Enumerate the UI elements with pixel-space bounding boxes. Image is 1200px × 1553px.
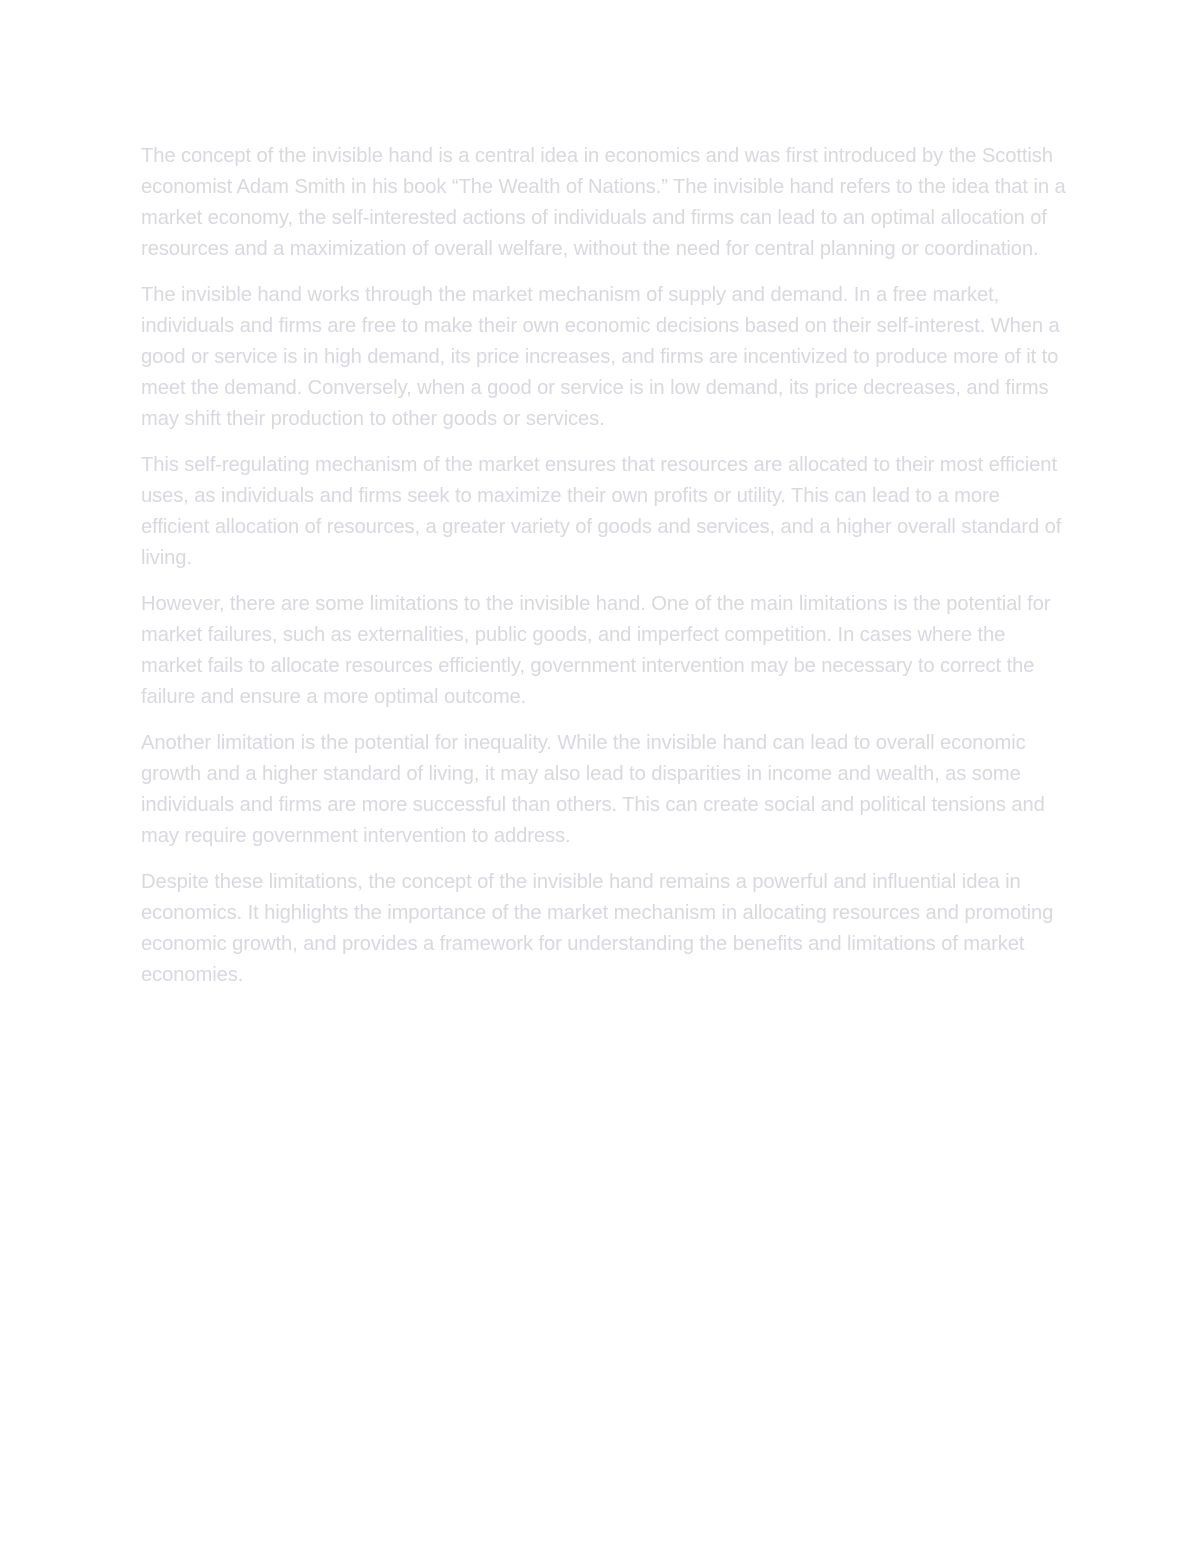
paragraph-4: However, there are some limitations to the invisible hand. One of the main limitations is the potential for market failures, such as externalities, public goods, and imperfect competition. In cases where the market fails to allocate resources efficiently, government intervention may be necessary to correct the failure and ensure a more optimal outcome.: [141, 593, 1051, 708]
document-body: [141, 141, 1066, 1006]
paragraph-1: The concept of the invisible hand is a central idea in economics and was first introduced by the Scottish economist Adam Smith in his book “The Wealth of Nations.” The invisible hand refers to the idea that in a market economy, the self-interested actions of individuals and firms can lead to an optimal allocation of resources and a maximization of overall welfare, without the need for central planning or coordination.: [141, 145, 1066, 260]
paragraph-2: The invisible hand works through the market mechanism of supply and demand. In a free market, individuals and firms are free to make their own economic decisions based on their self-interest. When a good or service is in high demand, its price increases, and firms are incentivized to produce more of it to meet the demand. Conversely, when a good or service is in low demand, its price decreases, and firms may shift their production to other goods or services.: [141, 284, 1060, 430]
paragraph-3: This self-regulating mechanism of the market ensures that resources are allocated to their most efficient uses, as individuals and firms seek to maximize their own profits or utility. This can lead to a more efficient allocation of resources, a greater variety of goods and services, and a higher overall standard of living.: [141, 454, 1062, 569]
paragraph-6: Despite these limitations, the concept of the invisible hand remains a powerful and influential idea in economics. It highlights the importance of the market mechanism in allocating resources and promoting economic growth, and provides a framework for understanding the benefits and limitations of market economies.: [141, 871, 1054, 986]
paragraph-5: Another limitation is the potential for inequality. While the invisible hand can lead to overall economic growth and a higher standard of living, it may also lead to disparities in income and wealth, as some individuals and firms are more successful than others. This can create social and political tensions and may require government intervention to address.: [141, 732, 1045, 847]
